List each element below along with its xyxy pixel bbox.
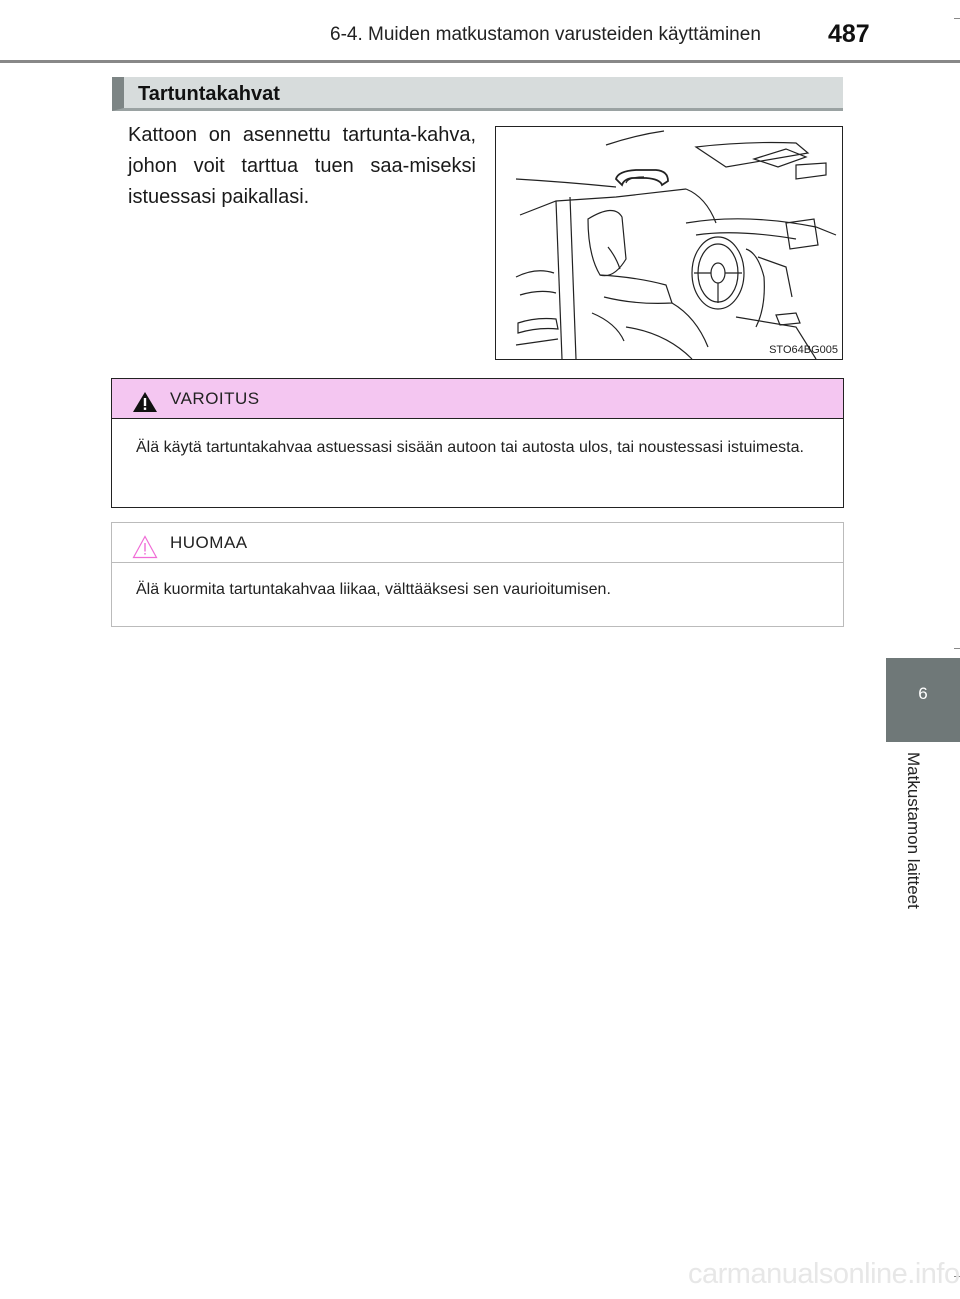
notice-header bbox=[112, 523, 843, 563]
figure-caption: STO64BG005 bbox=[769, 344, 838, 356]
notice-title: HUOMAA bbox=[170, 533, 248, 552]
chapter-section-title: 6-4. Muiden matkustamon varusteiden käyttäminen bbox=[330, 24, 761, 45]
section-heading: Tartuntakahvat bbox=[138, 83, 280, 105]
car-interior-illustration bbox=[495, 126, 843, 360]
warning-title: VAROITUS bbox=[170, 389, 260, 408]
crop-mark bbox=[954, 648, 960, 649]
notice-text: Älä kuormita tartuntakahvaa liikaa, välttääksesi sen vaurioitumisen. bbox=[136, 581, 611, 598]
chapter-name: Matkustamon laitteet bbox=[904, 752, 923, 909]
warning-triangle-icon bbox=[132, 391, 158, 413]
chapter-number: 6 bbox=[918, 684, 928, 703]
section-heading-bar bbox=[112, 77, 843, 111]
crop-mark bbox=[954, 18, 960, 19]
notice-box bbox=[111, 522, 844, 627]
header-rule bbox=[0, 60, 960, 63]
warning-text: Älä käytä tartuntakahvaa astuessasi sisään autoon tai autosta ulos, tai noustessasi istuimesta. bbox=[136, 439, 804, 456]
warning-header bbox=[112, 379, 843, 419]
car-interior-drawing bbox=[496, 127, 842, 359]
watermark: carmanualsonline.info bbox=[688, 1258, 960, 1290]
page-number: 487 bbox=[828, 20, 870, 48]
caution-outline-triangle-icon bbox=[132, 535, 158, 559]
warning-box bbox=[111, 378, 844, 508]
section-body-text: Kattoon on asennettu tartunta-kahva, johon voit tarttua tuen saa-miseksi istuessasi paikallasi. bbox=[128, 124, 476, 208]
